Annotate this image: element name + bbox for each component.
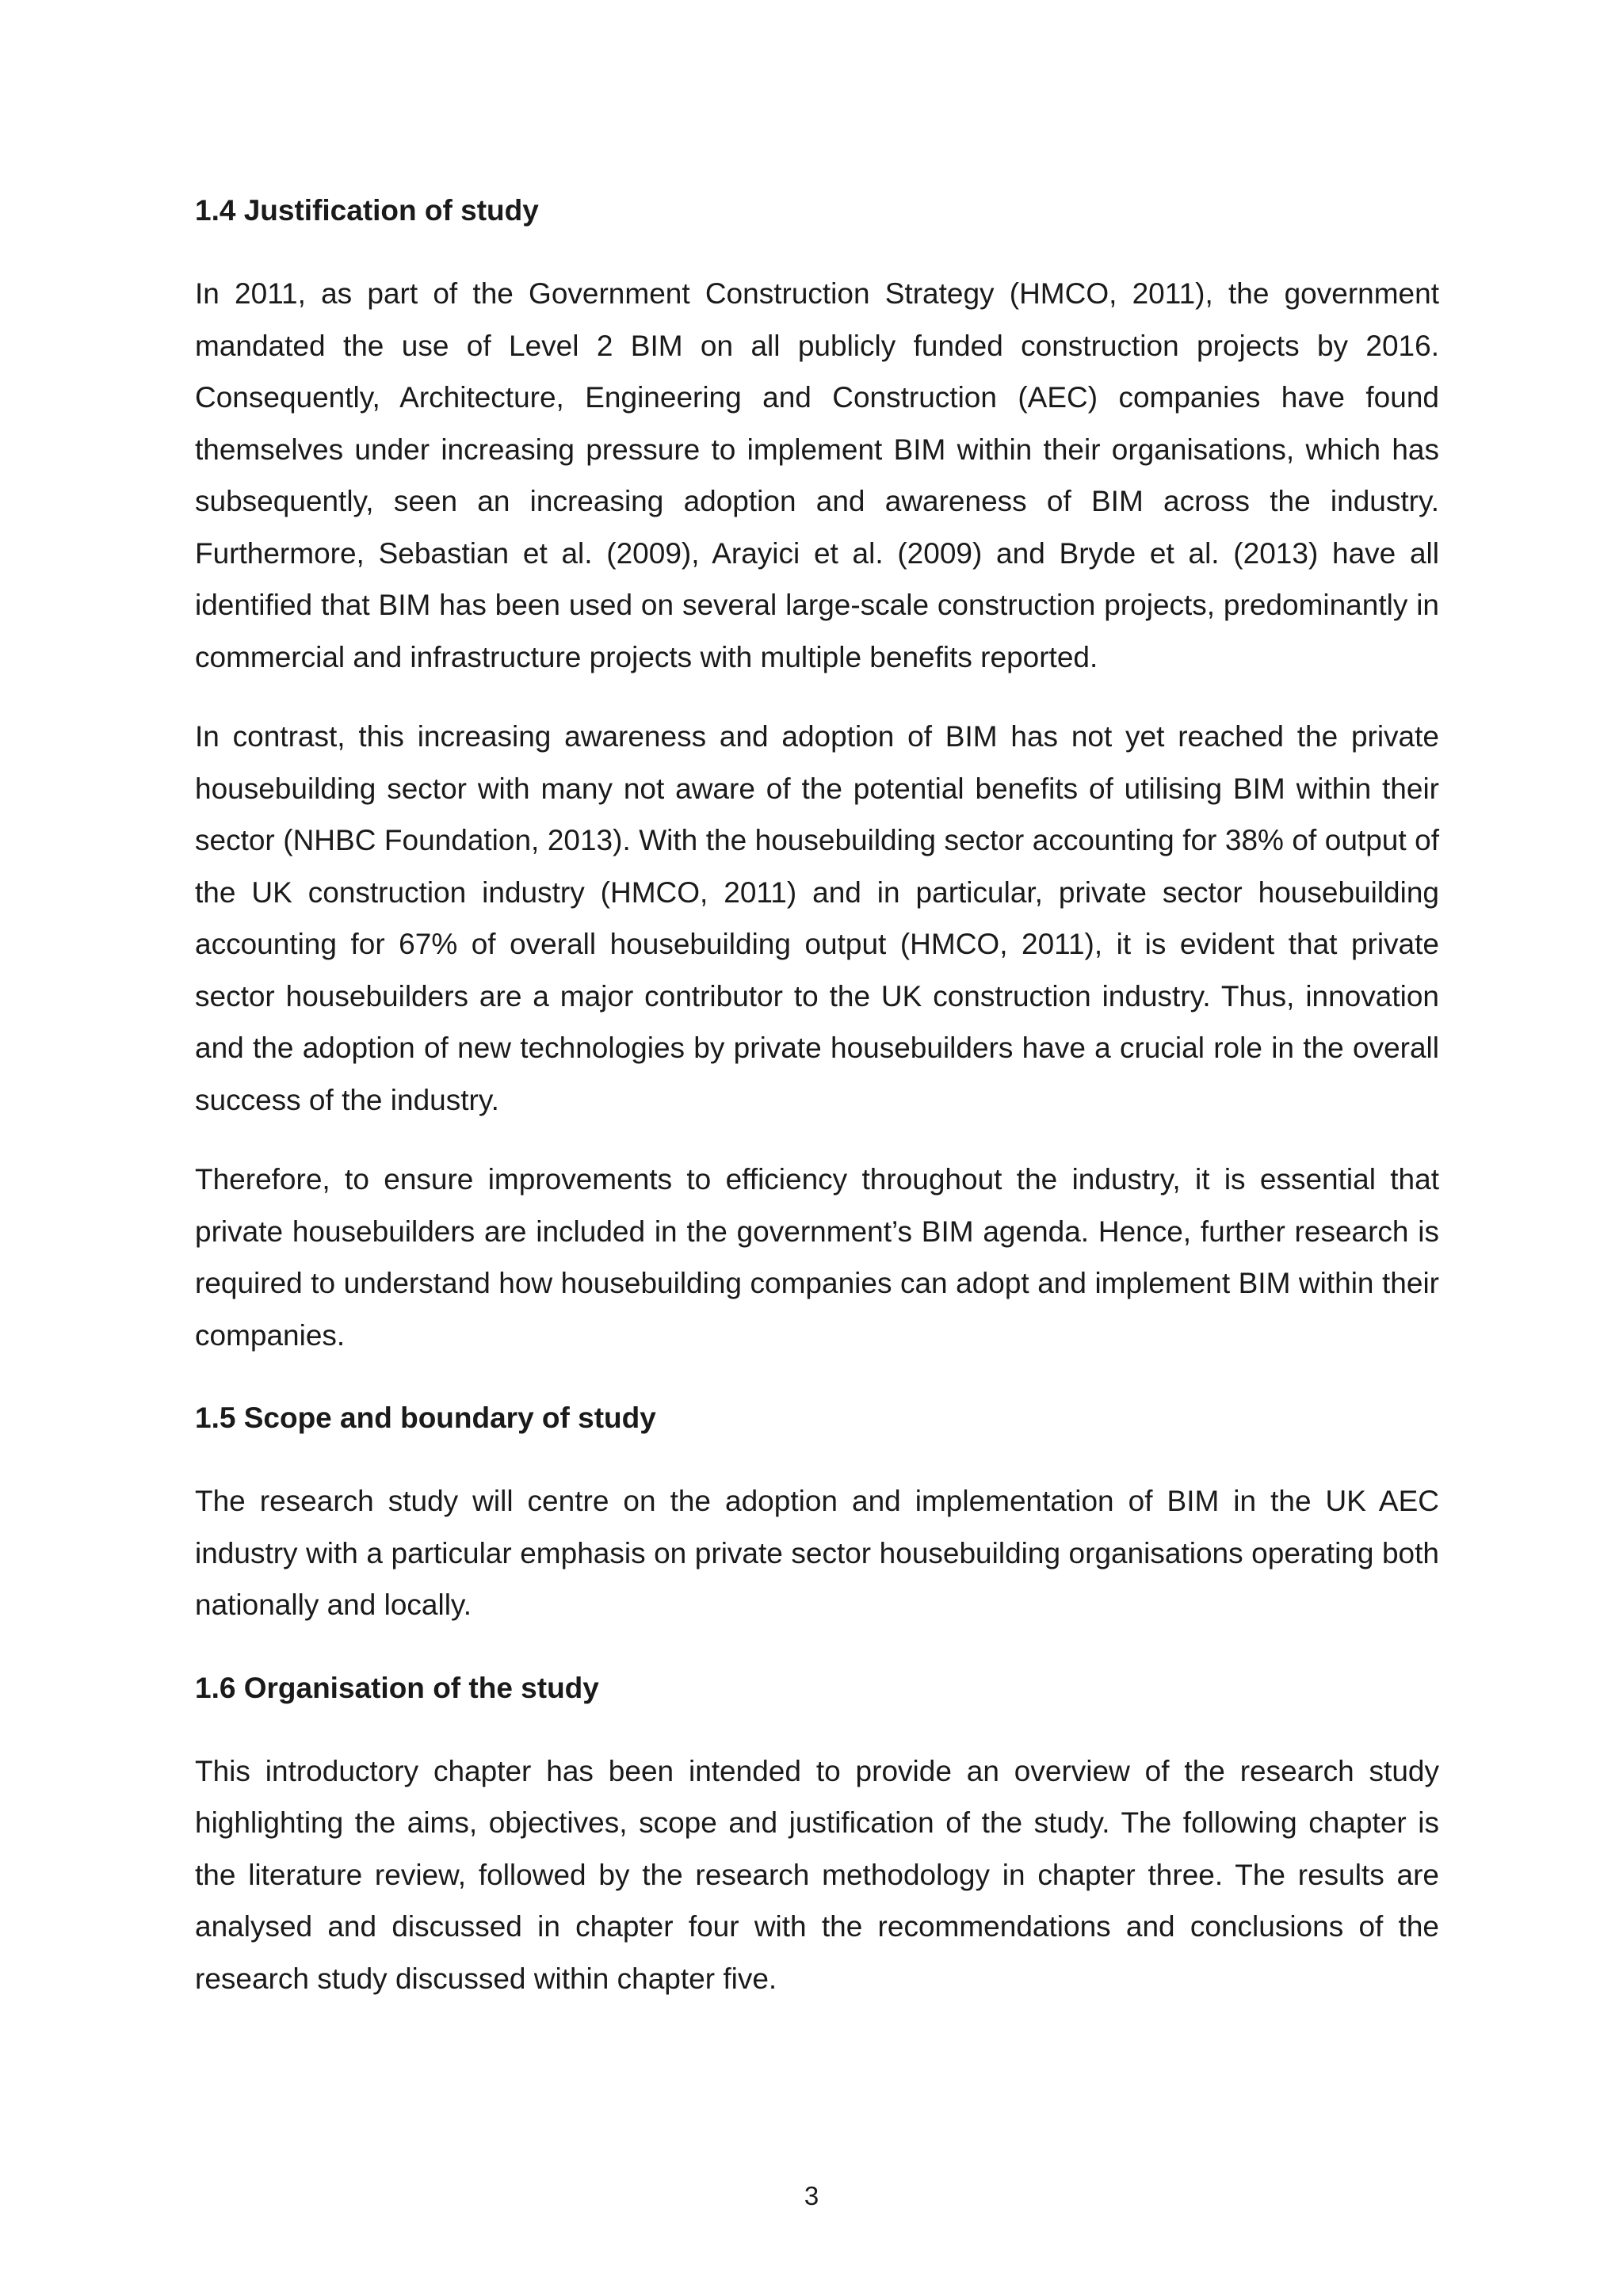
paragraph: In contrast, this increasing awareness and adoption of BIM has not yet reached the private housebuilding sector with many not aware of the potential benefits of utilising BIM within their sector (NHBC Foundation, 2013). With the housebuilding sector accounting for 38% of output of the UK construction industry (HMCO, 2011) and in particular, private sector housebuilding accounting for 67% of overall housebuilding output (HMCO, 2011), it is evident that private sector housebuilders are a major contributor to the UK construction industry. Thus, innovation and the adoption of new technologies by private housebuilders have a crucial role in the overall success of the industry. (195, 720, 1439, 1116)
paragraph: This introductory chapter has been intended to provide an overview of the research study highlighting the aims, objectives, scope and justification of the study. The following chapter is the literature review, followed by the research methodology in chapter three. The results are analysed and discussed in chapter four with the recommendations and conclusions of the research study discussed within chapter five. (195, 1754, 1439, 1995)
section-heading-scope: 1.5 Scope and boundary of study (195, 1402, 656, 1434)
paragraph: The research study will centre on the adoption and implementation of BIM in the UK AEC industry with a particular emphasis on private sector housebuilding organisations operating both nationally and locally. (195, 1485, 1439, 1621)
section-heading-organisation: 1.6 Organisation of the study (195, 1671, 599, 1704)
paragraph: Therefore, to ensure improvements to efficiency throughout the industry, it is essential that private housebuilders are included in the government’s BIM agenda. Hence, further research is required to understand how housebuilding companies can adopt and implement BIM within their companies. (195, 1163, 1439, 1352)
section-heading-justification: 1.4 Justification of study (195, 194, 539, 227)
paragraph: In 2011, as part of the Government Construction Strategy (HMCO, 2011), the government mandated the use of Level 2 BIM on all publicly funded construction projects by 2016. Consequently, Architecture, Engineering and Construction (AEC) companies have found themselves under increasing pressure to implement BIM within their organisations, which has subsequently, seen an increasing adoption and awareness of BIM across the industry. Furthermore, Sebastian et al. (2009), Arayici et al. (2009) and Bryde et al. (2013) have all identified that BIM has been used on several large-scale construction projects, predominantly in commercial and infrastructure projects with multiple benefits reported. (195, 277, 1439, 673)
page-number: 3 (804, 2181, 819, 2210)
page-content (195, 195, 1439, 2032)
